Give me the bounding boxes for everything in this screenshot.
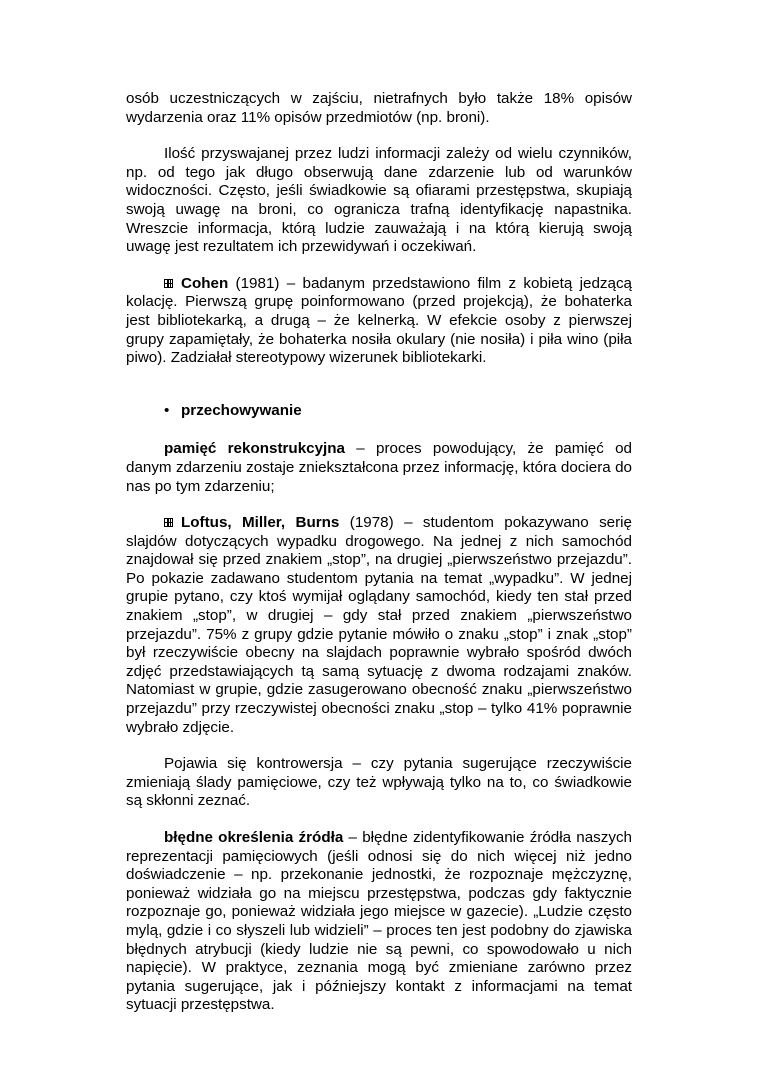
definition-source-misattribution xyxy=(126,829,632,1015)
bullet-label: przechowywanie xyxy=(181,401,302,419)
paragraph-intro-continuation: osób uczestniczących w zajściu, nietrafnych było także 18% opisów wydarzenia oraz 11% opisów przedmiotów (np. broni). xyxy=(126,90,632,126)
study-loftus xyxy=(126,514,632,737)
term-source-misattribution: błędne określenia źródła xyxy=(164,829,344,846)
definition-reconstructive-text: – proces powodujący, że pamięć od danym zdarzeniu zostaje zniekształcona przez informację, która dociera do nas po tym zdarzeniu; xyxy=(126,440,632,495)
paragraph-controversy: Pojawia się kontrowersja – czy pytania sugerujące rzeczywiście zmieniają ślady pamięciowe, czy też wpływają tylko na to, co świadkowie są skłonni zeznać. xyxy=(126,755,632,810)
study-loftus-text: (1978) – studentom pokazywano serię slajdów dotyczących wypadku drogowego. Na jednej z nich samochód znajdował się przed znakiem „stop”, na drugiej „pierwszeństwo przejazdu”. Po pokazie zadawano studentom pytania na temat „wypadku”. W jednej grupie pytano, czy ktoś wymijał oglądany samochód, kiedy ten stał przed znakiem „stop”, w drugiej – gdy stał przed znakiem „pierwszeństwo przejazdu”. 75% z grupy gdzie pytanie mówiło o znaku „stop” i znak „stop” był rzeczywiście obecny na slajdach poprawnie wybrało spośród dwóch zdjęć przedstawiających tą samą sytuację z dwoma rodzajami znaków. Natomiast w grupie, gdzie zasugerowano obecność znaku „pierwszeństwo przejazdu” przy rzeczywistej obecności znaku „stop – tylko 41% poprawnie wybrało zdjęcie. xyxy=(126,514,632,736)
table-grid-icon xyxy=(164,279,173,288)
study-cohen-text: (1981) – badanym przedstawiono film z kobietą jedzącą kolację. Pierwszą grupę poinformowano (przed projekcją), że bohaterka jest bibliotekarką, a drugą – że kelnerką. W efekcie osoby z pierwszej grupy zapamiętały, że bohaterka nosiła okulary (nie nosiła) i piła wino (piła piwo). Zadziałał stereotypowy wizerunek bibliotekarki. xyxy=(126,274,632,367)
study-loftus-authors: Loftus, Miller, Burns xyxy=(181,514,340,532)
term-reconstructive-memory: pamięć rekonstrukcyjna xyxy=(164,440,345,458)
paragraph-information-factors: Ilość przyswajanej przez ludzi informacji zależy od wielu czynników, np. od tego jak długo obserwują dane zdarzenie lub od warunków widoczności. Często, jeśli świadkowie są ofiarami przestępstwa, skupiają swoją uwagę na broni, co ogranicza trafną identyfikację napastnika. Wreszcie informacja, którą ludzie zauważają i na którą kierują swoją uwagę jest rezultatem ich przewidywań i oczekiwań. xyxy=(126,145,632,256)
definition-reconstructive-memory xyxy=(126,440,632,496)
bullet-item-storage xyxy=(126,402,632,421)
bullet-dot-icon: • xyxy=(164,401,170,419)
study-cohen-author: Cohen xyxy=(181,274,229,292)
table-grid-icon xyxy=(164,518,173,527)
document-page xyxy=(126,90,632,1015)
definition-source-text: – błędne zidentyfikowanie źródła naszych reprezentacji pamięciowych (jeśli odnosi się do nich więcej niż jedno doświadczenie – np. przekonanie jednostki, że rozpoznaje mężczyznę, ponieważ widziała go na miejscu przestępstwa, podczas gdy faktycznie rozpoznaje go, ponieważ widziała jego miejsce w gazecie). „Ludzie często mylą, gdzie i co słyszeli lub widzieli” – proces ten jest podobny do zjawiska błędnych atrybucji (kiedy ludzie nie są pewni, co spowodowało u nich napięcie). W praktyce, zeznania mogą być zmieniane zarówno przez pytania sugerujące, jak i późniejszy kontakt z informacjami na temat sytuacji przestępstwa. xyxy=(126,829,633,1014)
study-cohen xyxy=(126,275,632,368)
